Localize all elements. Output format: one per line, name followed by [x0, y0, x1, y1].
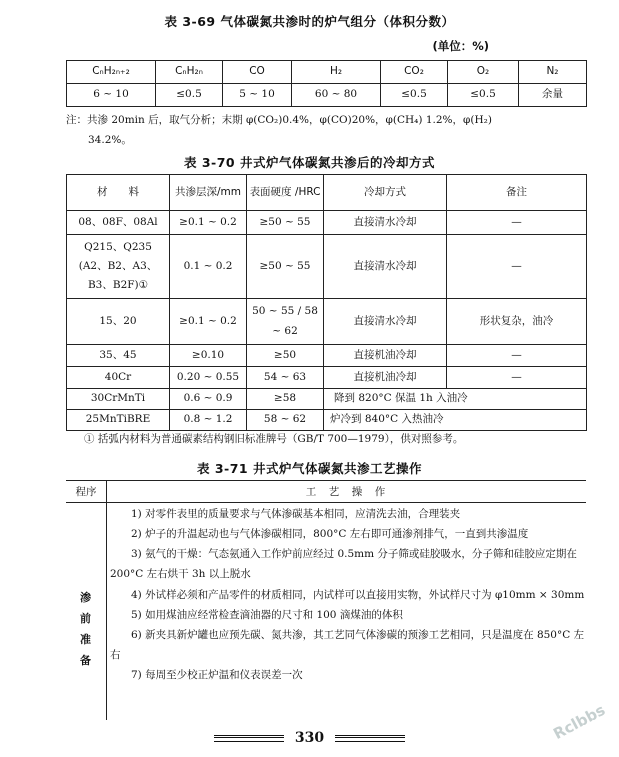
hardness-cell: 50 ~ 55 / 58 ~ 62 [247, 299, 324, 345]
header-n2: N₂ [519, 61, 587, 84]
header-o2: O₂ [448, 61, 519, 84]
header-cooling: 冷却方式 [324, 175, 447, 211]
cooling-cell: 直接机油冷却 [324, 345, 447, 367]
depth-cell: 0.6 ~ 0.9 [170, 389, 247, 410]
cooling-cell: 直接清水冷却 [324, 299, 447, 345]
depth-cell: 0.1 ~ 0.2 [170, 235, 247, 299]
header-hardness: 表面硬度 /HRC [247, 175, 324, 211]
hardness-cell: 54 ~ 63 [247, 367, 324, 389]
table-row [67, 389, 587, 410]
note-line: 34.2%。 [88, 133, 132, 146]
header-depth: 共渗层深/mm [170, 175, 247, 211]
header-remark: 备注 [447, 175, 587, 211]
operation-steps [110, 504, 585, 685]
list-item: 1) 对零件表里的质量要求与气体渗碳基本相同，应清洗去油，合理装夹 [131, 508, 461, 520]
table-row [67, 84, 587, 107]
page-number: 330 [294, 730, 325, 746]
table-69-unit: (单位：%) [432, 39, 489, 53]
table-row [67, 345, 587, 367]
cooling-cell: 炉冷到 840°C 入热油冷 [324, 410, 587, 431]
list-item: 7) 每周至少校正炉温和仪表误差一次 [131, 669, 303, 682]
table-69-header-row [67, 61, 587, 84]
hardness-cell: ≥50 ~ 55 [247, 235, 324, 299]
table-cell: 60 ~ 80 [292, 84, 381, 107]
table-69 [66, 60, 587, 107]
hardness-cell: ≥50 [247, 345, 324, 367]
table-70-footnote: ① 括弧内材料为普通碳素结构钢旧标准牌号（GB/T 700—1979），供对照参考。 [84, 433, 464, 445]
list-item: 4) 外试样必须和产品零件的材质相同，内试样可以直接用实物，外试样尺寸为 φ10mm × 30mm [131, 588, 585, 601]
watermark-logo [550, 701, 615, 757]
table-cell: 5 ~ 10 [223, 84, 292, 107]
table-70-header-row [67, 175, 587, 211]
material-cell: 35、45 [67, 345, 170, 367]
cooling-cell: 直接清水冷却 [324, 235, 447, 299]
list-item: 3) 氨气的干燥：气态氨通入工作炉前应经过 0.5mm 分子筛或硅胶吸水，分子筛和硅胶应定期在 200°C 左右烘干 3h 以上脱水 [110, 548, 577, 581]
footer-rule-left [214, 735, 284, 742]
remark-cell: — [447, 367, 587, 389]
table-cell: 余量 [519, 84, 587, 107]
watermark-text: Rclbbs [550, 700, 609, 744]
cooling-cell: 直接机油冷却 [324, 367, 447, 389]
header-material: 材 料 [67, 175, 170, 211]
header-operation: 工 艺 操 作 [305, 486, 387, 498]
table-70-caption: 表 3-70 井式炉气体碳氮共渗后的冷却方式 [184, 155, 435, 170]
depth-cell: ≥0.10 [170, 345, 247, 367]
material-cell: 25MnTiBRE [67, 410, 170, 431]
header-procedure: 程序 [75, 486, 97, 498]
list-item: 6) 新夹具新炉罐也应预先碳、氮共渗，其工艺同气体渗碳的预渗工艺相同，只是温度在 850°C 左右 [110, 628, 585, 662]
table-cell: 6 ~ 10 [67, 84, 156, 107]
table-69-caption: 表 3-69 气体碳氮共渗时的炉气组分（体积分数） [164, 14, 455, 29]
remark-cell: 形状复杂，油冷 [447, 299, 587, 345]
cooling-cell: 直接清水冷却 [324, 211, 447, 235]
list-item: 2) 炉子的升温起动也与气体渗碳相同，800°C 左右即可通渗剂排气，一直到共渗温度 [131, 528, 529, 541]
footer-rule-right [335, 735, 405, 742]
material-cell: 30CrMnTi [67, 389, 170, 410]
table-70 [66, 174, 587, 431]
procedure-pre-treatment: 渗前准备 [80, 591, 91, 667]
table-row [67, 410, 587, 431]
depth-cell: 0.8 ~ 1.2 [170, 410, 247, 431]
table-cell: ≤0.5 [381, 84, 448, 107]
table-cell: ≤0.5 [156, 84, 223, 107]
material-cell: 08、08F、08Al [67, 211, 170, 235]
table-71-header-rule [66, 502, 586, 503]
header-cnh2n: CₙH₂ₙ [156, 61, 223, 84]
header-cnh2n2: CₙH₂ₙ₊₂ [67, 61, 156, 84]
table-row [67, 211, 587, 235]
page-footer [0, 730, 619, 746]
header-h2: H₂ [292, 61, 381, 84]
table-71-caption: 表 3-71 井式炉气体碳氮共渗工艺操作 [197, 461, 422, 476]
table-71-top-rule [66, 480, 586, 481]
remark-cell: — [447, 345, 587, 367]
header-co2: CO₂ [381, 61, 448, 84]
depth-cell: 0.20 ~ 0.55 [170, 367, 247, 389]
material-cell: 15、20 [67, 299, 170, 345]
note-line: 注：共渗 20min 后，取气分析；末期 φ(CO₂)0.4%，φ(CO)20%，φ(CH₄) 1.2%，φ(H₂) [66, 114, 492, 126]
hardness-cell: ≥50 ~ 55 [247, 211, 324, 235]
table-row [67, 235, 587, 299]
header-co: CO [223, 61, 292, 84]
remark-cell: — [447, 235, 587, 299]
depth-cell: ≥0.1 ~ 0.2 [170, 299, 247, 345]
table-row [67, 367, 587, 389]
table-71-column-rule [106, 480, 107, 720]
remark-cell: — [447, 211, 587, 235]
table-69-note [66, 111, 591, 151]
hardness-cell: ≥58 [247, 389, 324, 410]
material-cell: Q215、Q235 (A2、B2、A3、B3、B2F)① [67, 235, 170, 299]
hardness-cell: 58 ~ 62 [247, 410, 324, 431]
depth-cell: ≥0.1 ~ 0.2 [170, 211, 247, 235]
table-cell: ≤0.5 [448, 84, 519, 107]
material-cell: 40Cr [67, 367, 170, 389]
cooling-cell: 降到 820°C 保温 1h 入油冷 [324, 389, 587, 410]
list-item: 5) 如用煤油应经常检查滴油器的尺寸和 100 滴煤油的体积 [131, 608, 403, 621]
table-row [67, 299, 587, 345]
